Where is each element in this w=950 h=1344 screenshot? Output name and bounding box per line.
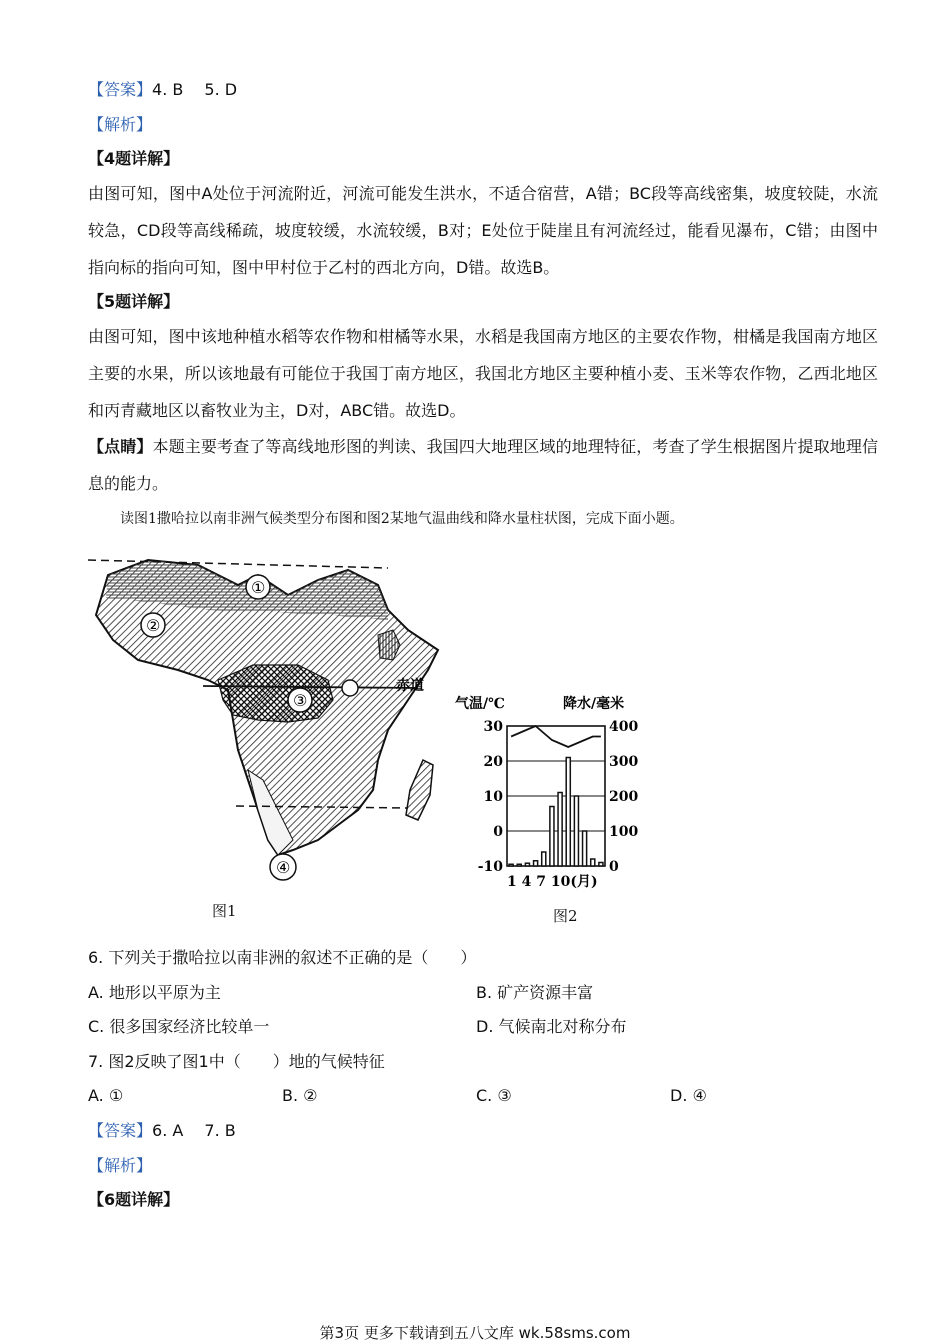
temp-tick-label: 0 — [493, 824, 503, 840]
answer-line-1 — [88, 79, 237, 101]
q6-option-d: D. 气候南北对称分布 — [476, 1017, 627, 1036]
equator-label: 赤道 — [396, 678, 424, 694]
q6-option-c: C. 很多国家经济比较单一 — [88, 1017, 270, 1036]
analysis-label-2: 【解析】 — [88, 1156, 153, 1175]
precip-bar — [591, 859, 595, 866]
q7-option-a: A. ① — [88, 1086, 124, 1105]
note-text: 本题主要考查了等高线地形图的判读、我国四大地理区域的地理特征，考查了学生根据图片提取地理信息的能力。 — [88, 437, 878, 493]
temp-tick-label: 30 — [483, 719, 503, 735]
precip-tick-label: 0 — [609, 859, 619, 875]
note-paragraph — [88, 428, 878, 502]
q6-option-a: A. 地形以平原为主 — [88, 983, 221, 1002]
precip-bar — [534, 861, 538, 866]
q7-option-d: D. ④ — [670, 1086, 707, 1105]
precip-tick-label: 300 — [609, 754, 639, 770]
region-label-4: ④ — [276, 858, 291, 877]
figure2-label: 图2 — [553, 907, 578, 925]
africa-climate-map — [88, 540, 458, 890]
madagascar — [406, 760, 433, 820]
month-axis-label: 1 4 7 10(月) — [507, 874, 598, 890]
precip-bar — [542, 852, 546, 866]
q5-explanation: 由图可知，图中该地种植水稻等农作物和柑橘等水果，水稻是我国南方地区的主要农作物，柑橘是我国南方地区主要的水果，所以该地最有可能位于我国丁南方地区，我国北方地区主要种植小麦、玉米等农作物，乙西北地区和丙青藏地区以畜牧业为主，D对，ABC错。故选D。 — [88, 327, 878, 420]
answer-text-2: 6. A 7. B — [152, 1121, 236, 1140]
precip-tick-label: 100 — [609, 824, 639, 840]
answer-line-2 — [88, 1120, 236, 1142]
page-footer: 第3页 更多下载请到五八文库 wk.58sms.com — [319, 1324, 631, 1342]
climate-chart — [455, 690, 665, 895]
note-label: 【点睛】 — [88, 437, 153, 456]
precip-bar — [509, 864, 513, 866]
precip-bar — [574, 796, 578, 866]
precip-bar — [525, 863, 529, 866]
answer-label: 【答案】 — [88, 80, 153, 99]
region-label-1: ① — [251, 578, 266, 597]
temperature-curve — [511, 726, 601, 747]
precip-axis-title: 降水/毫米 — [563, 696, 625, 712]
q7-stem: 7. 图2反映了图1中（ ）地的气候特征 — [88, 1052, 385, 1071]
answer-label-2: 【答案】 — [88, 1121, 153, 1140]
q7-option-b: B. ② — [282, 1086, 318, 1105]
temp-axis-title: 气温/℃ — [455, 696, 505, 712]
precip-bar — [583, 831, 587, 866]
region-3-area — [218, 665, 333, 722]
q4-explanation: 由图可知，图中A处位于河流附近，河流可能发生洪水，不适合宿营，A错；BC段等高线密集，坡度较陡，水流较急，CD段等高线稀疏，坡度较缓，水流较缓，B对；E处位于陡崖且有河流经过，能看见瀑布，C错；由图中指向标的指向可知，图中甲村位于乙村的西北方向，D错。故选B。 — [88, 184, 878, 277]
precip-tick-label: 200 — [609, 789, 639, 805]
region-label-3: ③ — [293, 691, 308, 710]
q4-heading: 【4题详解】 — [88, 149, 180, 168]
q6-stem: 6. 下列关于撒哈拉以南非洲的叙述不正确的是（ ） — [88, 948, 477, 967]
temp-tick-label: 10 — [483, 789, 503, 805]
q7-option-c: C. ③ — [476, 1086, 512, 1105]
precip-bar — [558, 793, 562, 867]
q6-heading: 【6题详解】 — [88, 1190, 180, 1209]
answer-text: 4. B 5. D — [152, 80, 238, 99]
precip-bar — [566, 758, 570, 867]
precip-bar — [517, 864, 521, 866]
region-label-2: ② — [146, 616, 161, 635]
q6-option-b: B. 矿产资源丰富 — [476, 983, 594, 1002]
precip-bar — [550, 807, 554, 867]
temp-tick-label: 20 — [483, 754, 503, 770]
precip-bar — [599, 863, 603, 867]
analysis-label-1: 【解析】 — [88, 115, 153, 134]
temp-tick-label: -10 — [477, 859, 503, 875]
q5-heading: 【5题详解】 — [88, 292, 180, 311]
figure1-label: 图1 — [212, 902, 237, 920]
precip-tick-label: 400 — [609, 719, 639, 735]
figure-intro: 读图1撒哈拉以南非洲气候类型分布图和图2某地气温曲线和降水量柱状图，完成下面小题。 — [120, 511, 684, 527]
